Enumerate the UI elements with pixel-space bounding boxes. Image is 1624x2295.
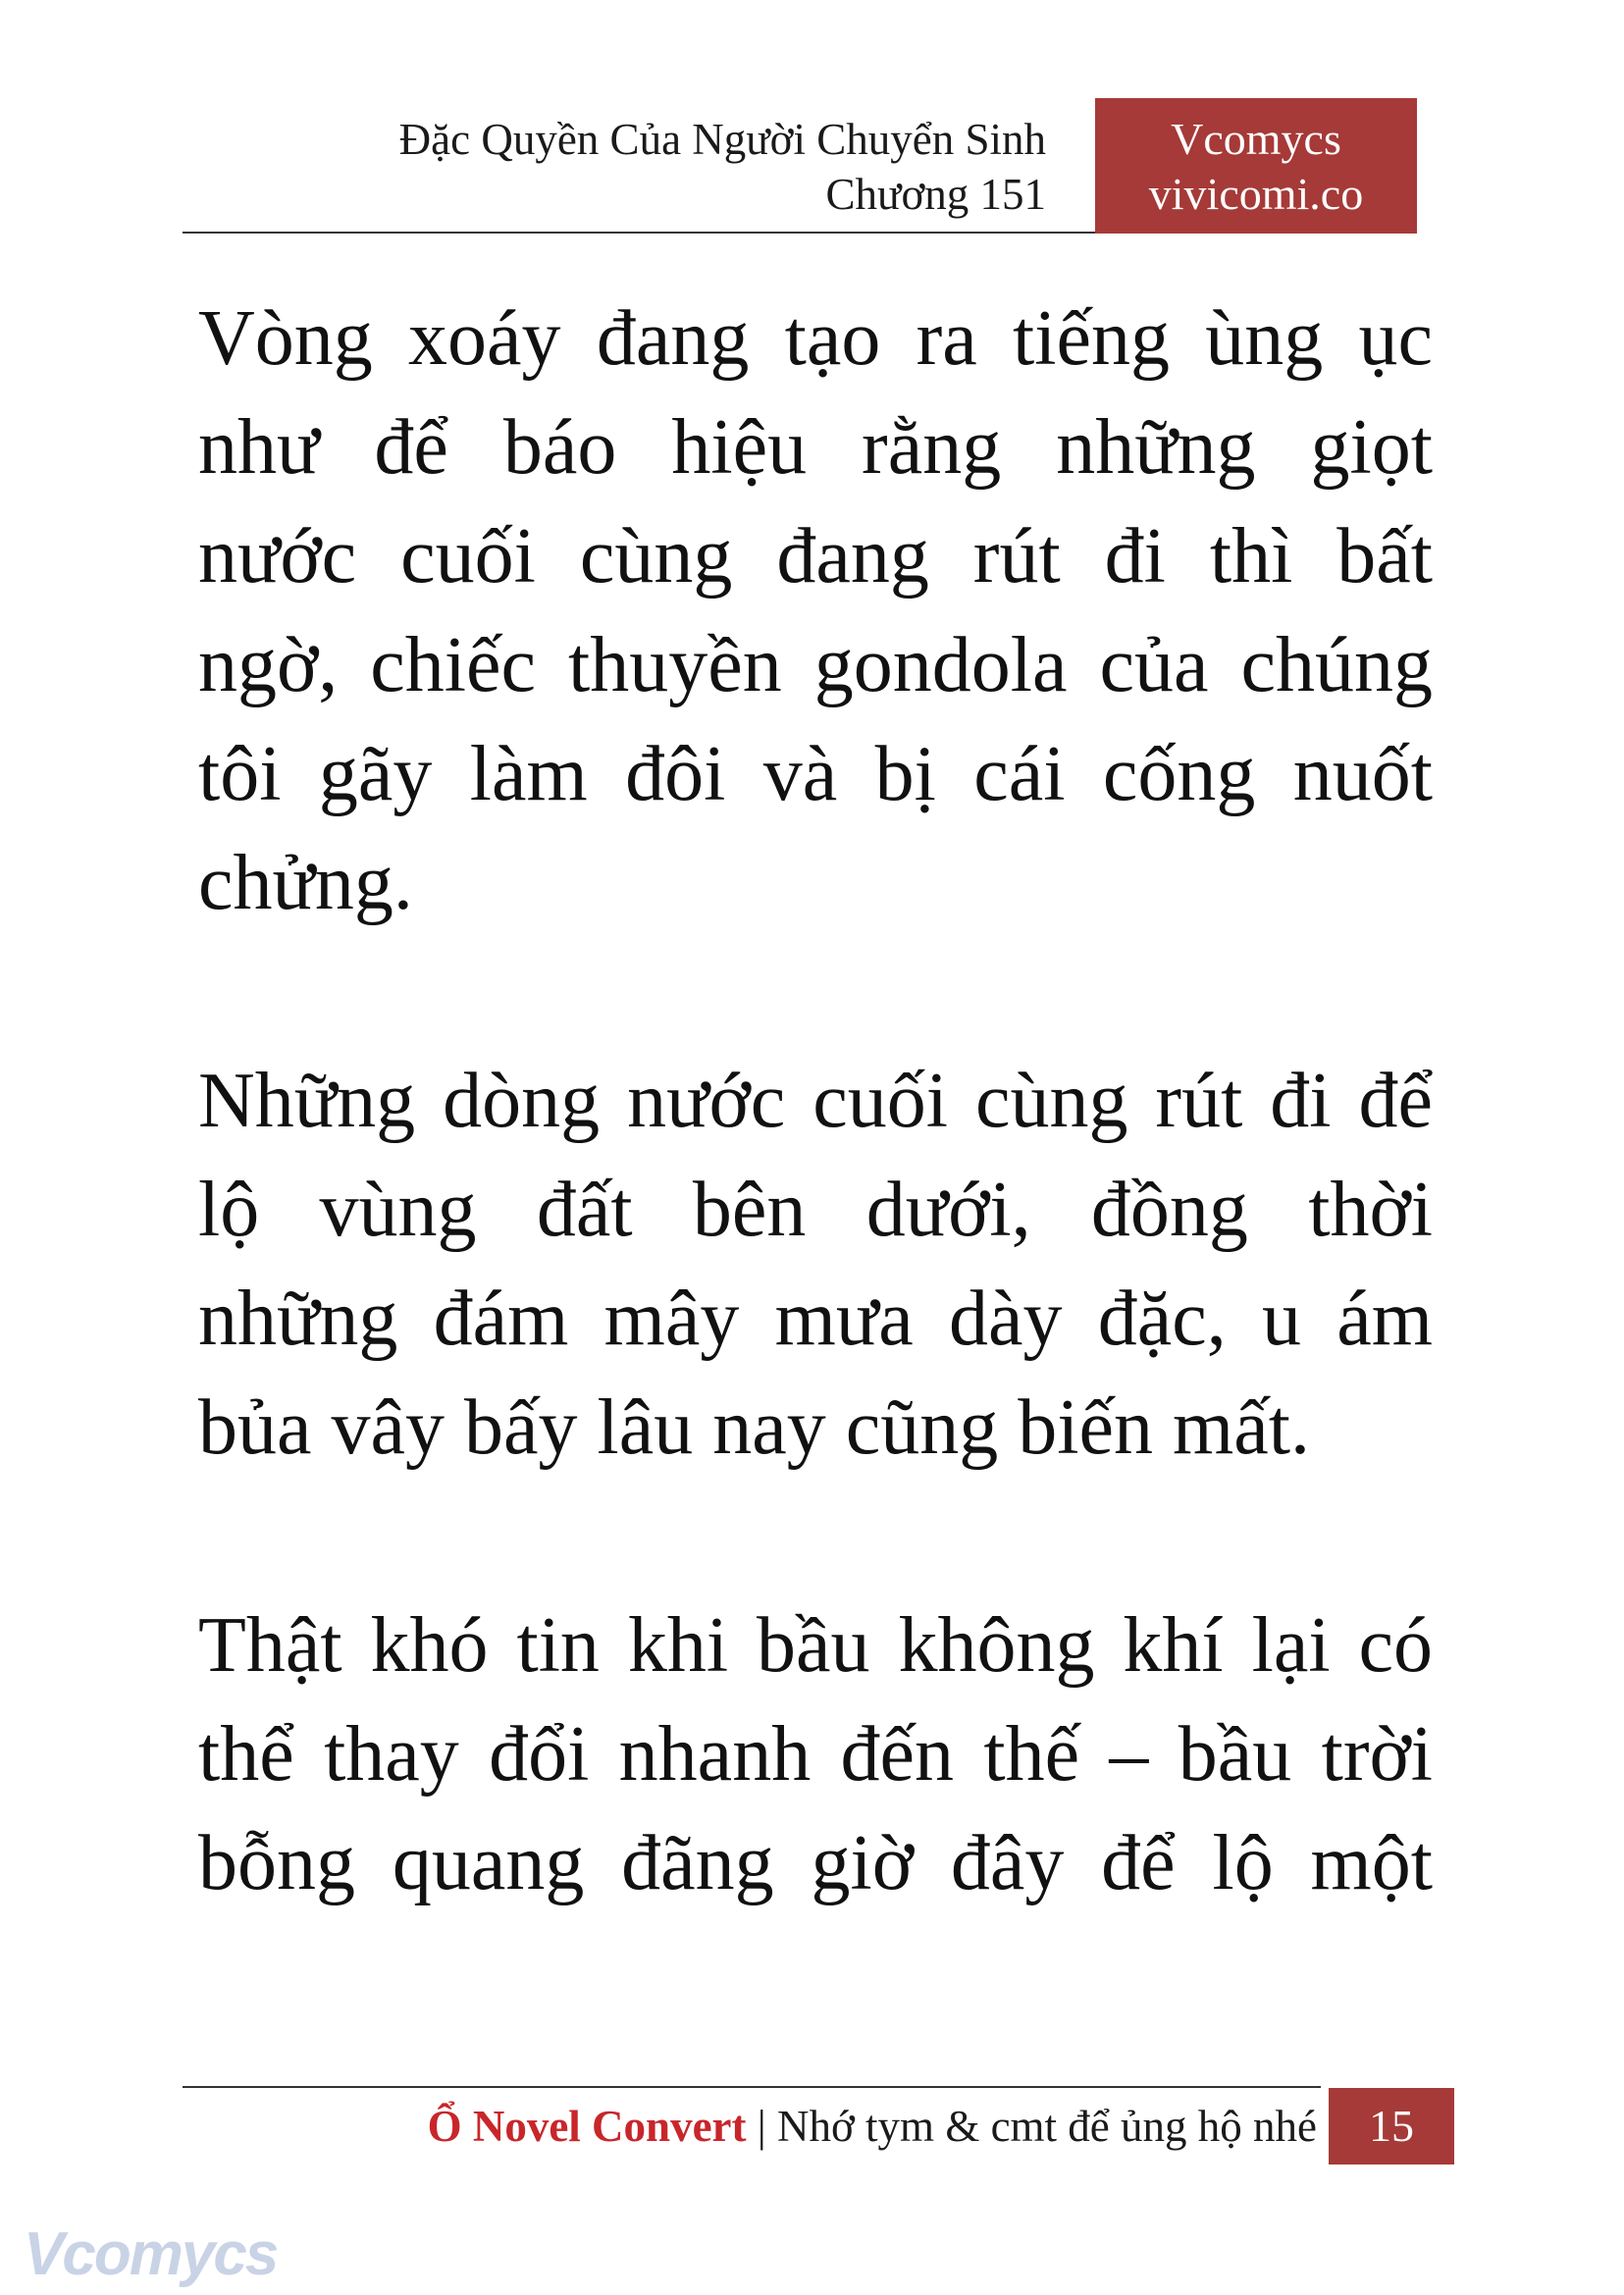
brand-badge	[1095, 98, 1417, 234]
brand-site: vivicomi.co	[1148, 169, 1364, 219]
paragraph-3	[198, 1591, 1433, 1918]
text-line: lộ vùng đất bên dưới, đồng thời	[198, 1167, 1433, 1253]
text-line: bủa vây bấy lâu nay cũng biến mất.	[198, 1384, 1310, 1471]
text-line: Thật khó tin khi bầu không khí lại có	[198, 1602, 1433, 1689]
text-line: bỗng quang đãng giờ đây để lộ một	[198, 1820, 1433, 1906]
page-header	[183, 98, 1417, 234]
paragraph-2	[198, 1047, 1433, 1483]
text-line: những đám mây mưa dày đặc, u ám	[198, 1276, 1433, 1362]
text-line: nước cuối cùng đang rút đi thì bất	[198, 513, 1433, 600]
footer-message: Nhớ tym & cmt để ủng hộ nhé	[777, 2102, 1317, 2151]
footer-brand: Ổ Novel Convert	[427, 2102, 747, 2151]
header-divider	[183, 232, 1095, 234]
book-title: Đặc Quyền Của Người Chuyển Sinh	[398, 115, 1046, 164]
text-line: Những dòng nước cuối cùng rút đi để	[198, 1058, 1433, 1144]
text-line: tôi gãy làm đôi và bị cái cống nuốt	[198, 731, 1433, 817]
chapter-body	[198, 285, 1433, 1918]
footer-text	[428, 2096, 1317, 2157]
text-line: thể thay đổi nhanh đến thế – bầu trời	[198, 1711, 1433, 1798]
vcomycs-watermark-logo: Vcomycs	[24, 2220, 278, 2288]
text-line: Vòng xoáy đang tạo ra tiếng ùng ục	[198, 295, 1433, 382]
footer-separator: |	[757, 2102, 766, 2151]
text-line: chửng.	[198, 840, 413, 926]
chapter-label: Chương 151	[825, 170, 1046, 219]
paragraph-1	[198, 285, 1433, 938]
brand-name: Vcomycs	[1171, 114, 1341, 164]
header-text	[399, 112, 1046, 222]
text-line: ngờ, chiếc thuyền gondola của chúng	[198, 622, 1433, 708]
page-footer	[183, 2088, 1454, 2165]
text-line: như để báo hiệu rằng những giọt	[198, 404, 1433, 491]
page-number: 15	[1329, 2088, 1454, 2165]
